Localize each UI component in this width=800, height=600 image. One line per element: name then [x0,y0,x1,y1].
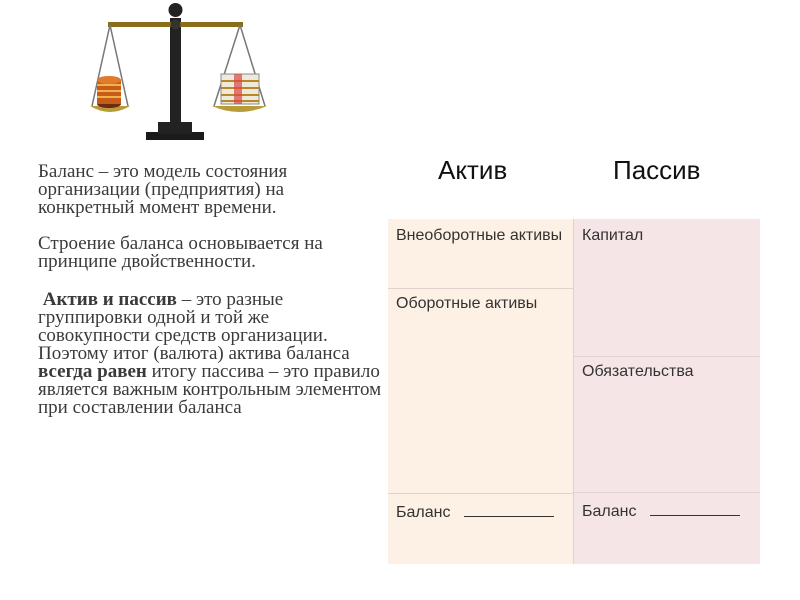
liabilities-cell: Обязательства [574,357,760,493]
balance-scale-icon [88,0,273,148]
balance-label-right: Баланс [582,503,637,520]
header-aktiv: Актив [438,155,508,185]
balance-label-left: Баланс [396,504,451,521]
balance-total-assets-cell [388,493,574,564]
explanation-part1: – это разные группировки одной и той же совокупности средств организации. Поэтому итог (валюта) актива баланса [38,289,350,364]
current-assets-cell: Оборотные активы [388,289,574,493]
balance-table [388,219,760,564]
balance-duality: Строение баланса основывается на принципе двойственности. [38,233,323,272]
capital-cell: Капитал [574,219,760,357]
balance-definition: Баланс – это модель состояния организации (предприятия) на конкретный момент времени. [38,161,288,218]
banknotes-icon [221,74,259,104]
blank-line-left [464,502,554,517]
balance-total-liabilities-cell [574,493,760,564]
coins-icon [97,76,121,108]
intro-text [38,163,383,417]
bold-always-equal: всегда равен [38,361,147,382]
blank-line-right [650,501,740,516]
non-current-assets-cell: Внеоборотные активы [388,219,574,289]
bold-aktiv-passiv: Актив и пассив [42,289,177,310]
explanation-part2: итогу пассива – это правило является важным контрольным элементом при составлении баланса [38,361,382,418]
asset-liability-explanation [38,291,383,417]
header-passiv: Пассив [613,155,701,185]
